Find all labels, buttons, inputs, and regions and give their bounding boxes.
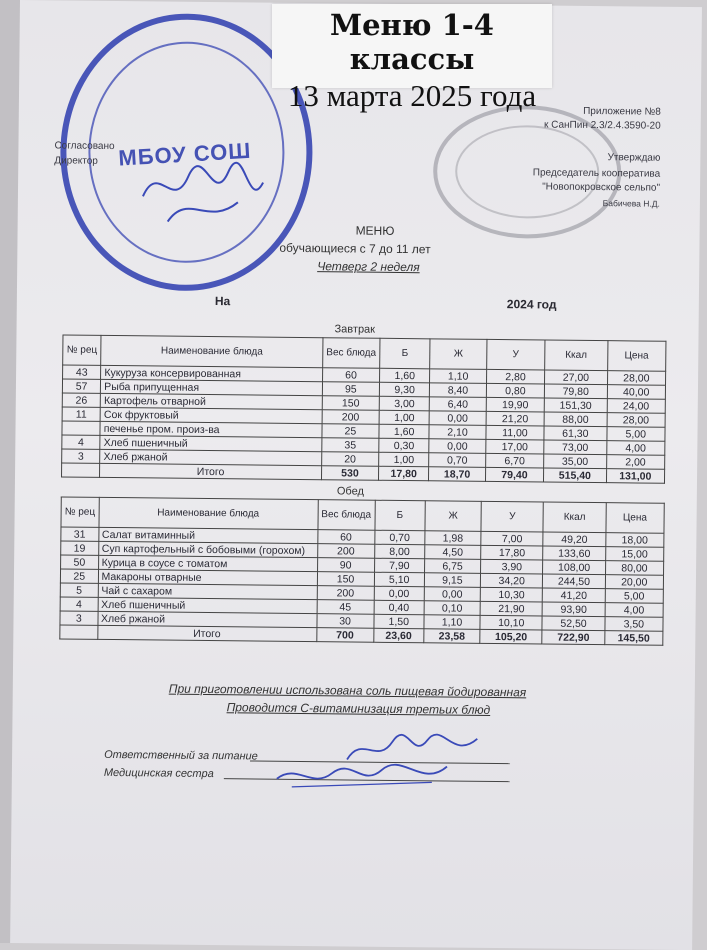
breakfast-table [61,334,666,483]
total-empty-cell [60,625,98,639]
kcal-cell: 61,30 [544,426,607,441]
agreed-label: Согласовано [54,140,115,152]
director-label: Директор [54,155,98,167]
weight-cell: 25 [322,424,379,439]
lunch-title: Обед [336,485,364,498]
kcal-cell: 35,00 [544,454,607,469]
total-carbs-cell: 79,40 [485,467,544,482]
total-label-cell: Итого [97,625,316,641]
dish-name-cell: Хлеб пшеничный [100,435,322,451]
nurse-label: Медицинская сестра [103,766,214,781]
weight-cell: 45 [317,600,374,615]
col-price-header: Цена [606,503,665,534]
col-kcal-header: Ккал [545,340,608,371]
dish-name-cell: Курица в соусе с томатом [98,555,317,571]
kcal-cell: 73,00 [544,440,607,455]
price-cell: 4,00 [606,441,665,456]
protein-cell: 7,90 [374,558,424,573]
carbs-cell: 17,00 [486,439,545,454]
rec-number-cell [62,421,100,435]
carbs-cell: 11,00 [486,425,545,440]
chairman-label: Председатель кооператива [532,167,661,180]
director-signature [138,151,269,232]
fat-cell: 1,10 [424,615,480,630]
dish-name-cell: Хлеб ржаной [97,611,316,627]
kcal-cell: 108,00 [543,560,605,575]
menu-subtitle: обучающиеся с 7 до 11 лет [279,240,431,257]
kcal-cell: 49,20 [543,532,605,547]
col-carb-header: У [481,501,544,532]
weight-cell: 200 [322,410,379,425]
carbs-cell: 2,80 [486,369,545,384]
col-protein-header: Б [375,500,426,531]
menu-title: МЕНЮ [355,223,395,238]
dish-name-cell: Суп картофельный с бобовыми (горохом) [98,541,317,557]
breakfast-title: Завтрак [334,323,376,336]
rec-number-cell: 19 [61,541,99,555]
fat-cell: 4,50 [425,545,481,560]
carbs-cell: 17,80 [481,545,543,560]
weight-cell: 95 [322,382,379,397]
protein-cell: 0,30 [379,438,429,453]
col-weight-header: Вес блюда [322,338,380,369]
price-cell: 28,00 [607,371,666,386]
organization-name: "Новопокровское сельпо" [542,181,661,194]
document-sheet [10,0,702,950]
price-cell: 4,00 [605,603,663,618]
price-cell: 18,00 [605,533,663,548]
price-cell: 3,50 [605,617,663,632]
col-protein-header: Б [380,338,431,369]
total-price-cell: 145,50 [604,631,662,646]
kcal-cell: 52,50 [542,616,604,631]
price-cell: 5,00 [606,427,665,442]
note-iodized-salt: При приготовлении использована соль пищевая йодированная [168,681,527,700]
kcal-cell: 79,80 [544,384,607,399]
fat-cell: 9,15 [424,573,480,588]
col-rec-header: № рец [61,497,99,527]
carbs-cell: 10,30 [480,587,542,602]
col-weight-header: Вес блюда [318,500,375,531]
label-date: 13 марта 2025 года [287,78,537,113]
col-fat-header: Ж [430,339,487,370]
total-protein-cell: 23,60 [373,628,423,643]
weight-cell: 35 [322,438,379,453]
weight-cell: 60 [317,530,374,545]
rec-number-cell: 26 [62,393,100,407]
total-protein-cell: 17,80 [378,466,428,481]
fat-cell: 6,40 [430,397,487,412]
kcal-cell: 151,30 [544,398,607,413]
total-fat-cell: 23,58 [424,629,480,644]
protein-cell: 1,50 [374,614,424,629]
protein-cell: 1,60 [380,368,430,383]
fat-cell: 8,40 [430,383,487,398]
dish-name-cell: Рыба припущенная [101,379,323,395]
rec-number-cell: 50 [61,555,99,569]
signer-name: Бабичева Н.Д. [602,198,660,209]
weight-cell: 150 [317,572,374,587]
label-title: Меню 1-4 классы [329,8,494,76]
dish-name-cell: Хлеб пшеничный [98,597,317,613]
total-price-cell: 131,00 [606,469,665,484]
carbs-cell: 6,70 [485,453,544,468]
total-kcal-cell: 722,90 [542,630,604,645]
note-vitamin-c: Проводится С-витаминизация третьих блюд [226,700,491,717]
menu-day: Четверг 2 неделя [317,259,420,275]
col-rec-header: № рец [63,335,102,365]
carbs-cell: 7,00 [481,531,543,546]
fat-cell: 0,00 [429,439,486,454]
total-empty-cell [62,463,100,477]
price-cell: 5,00 [605,589,663,604]
price-cell: 24,00 [607,399,666,414]
col-price-header: Цена [607,341,666,372]
fat-cell: 0,10 [424,601,480,616]
lunch-body [60,527,664,645]
kcal-cell: 244,50 [543,574,605,589]
carbs-cell: 10,10 [480,615,542,630]
weight-cell: 90 [317,558,374,573]
breakfast-body [62,365,666,483]
lunch-table [59,496,664,645]
weight-cell: 200 [317,544,374,559]
total-fat-cell: 18,70 [429,467,486,482]
dish-name-cell: Картофель отварной [101,393,323,409]
col-fat-header: Ж [425,501,482,532]
nurse-signature [272,759,452,795]
weight-cell: 30 [316,614,373,629]
carbs-cell: 21,20 [486,411,545,426]
protein-cell: 0,70 [374,530,424,545]
carbs-cell: 34,20 [480,573,542,588]
fat-cell: 0,70 [429,453,486,468]
weight-cell: 150 [322,396,379,411]
fat-cell: 0,00 [424,587,480,602]
kcal-cell: 88,00 [544,412,607,427]
total-weight-cell: 530 [321,466,378,481]
price-cell: 2,00 [606,455,665,470]
protein-cell: 0,40 [374,600,424,615]
rec-number-cell: 25 [60,569,98,583]
col-carb-header: У [486,339,545,370]
approve-label: Утверждаю [607,152,661,164]
carbs-cell: 21,90 [480,601,542,616]
rec-number-cell: 4 [60,597,98,611]
dish-name-cell: печенье пром. произ-ва [100,421,322,437]
price-cell: 15,00 [605,547,663,562]
rec-number-cell: 43 [63,365,101,379]
kcal-cell: 41,20 [543,588,605,603]
protein-cell: 0,00 [374,586,424,601]
protein-cell: 8,00 [374,544,424,559]
protein-cell: 1,00 [379,452,429,467]
menu-year: 2024 год [506,297,557,312]
fat-cell: 1,98 [425,531,481,546]
weight-cell: 60 [322,368,379,383]
appendix-line-1: Приложение №8 [583,105,661,118]
kcal-cell: 27,00 [545,370,608,385]
fat-cell: 1,10 [430,369,487,384]
fat-cell: 2,10 [429,425,486,440]
dish-name-cell: Макароны отварные [98,569,317,585]
dish-name-cell: Салат витаминный [98,527,317,543]
rec-number-cell: 3 [62,449,100,463]
fat-cell: 0,00 [429,411,486,426]
dish-name-cell: Чай с сахаром [98,583,317,599]
col-name-header: Наименование блюда [99,497,318,529]
weight-cell: 20 [321,452,378,467]
appendix-line-2: к СанПин 2.3/2.4.3590-20 [543,119,661,132]
total-kcal-cell: 515,40 [544,468,607,483]
carbs-cell: 19,90 [486,397,545,412]
kcal-cell: 93,90 [542,602,604,617]
rec-number-cell: 3 [60,611,98,625]
responsible-label: Ответственный за питание [104,748,258,763]
school-stamp-text: МБОУ СОШ [117,137,253,171]
weight-cell: 200 [317,586,374,601]
price-cell: 80,00 [605,561,663,576]
col-kcal-header: Ккал [543,502,606,533]
price-cell: 40,00 [607,385,666,400]
rec-number-cell: 5 [60,583,98,597]
protein-cell: 1,00 [379,410,429,425]
dish-name-cell: Сок фруктовый [100,407,322,423]
rec-number-cell: 4 [62,435,100,449]
rec-number-cell: 57 [62,379,100,393]
protein-cell: 5,10 [374,572,424,587]
rec-number-cell: 31 [61,527,99,541]
total-label-cell: Итого [100,463,322,479]
protein-cell: 1,60 [379,424,429,439]
fat-cell: 6,75 [424,559,480,574]
carbs-cell: 3,90 [481,559,543,574]
dish-name-cell: Хлеб ржаной [100,449,322,465]
price-cell: 20,00 [605,575,663,590]
col-name-header: Наименование блюда [101,335,323,367]
price-cell: 28,00 [607,413,666,428]
protein-cell: 9,30 [379,382,429,397]
carbs-cell: 0,80 [486,383,545,398]
total-weight-cell: 700 [316,628,373,643]
menu-na-label: На [214,294,231,309]
dish-name-cell: Кукуруза консервированная [101,365,323,381]
protein-cell: 3,00 [379,396,429,411]
kcal-cell: 133,60 [543,546,605,561]
total-carbs-cell: 105,20 [480,629,542,644]
menu-label-sticker [272,4,552,113]
rec-number-cell: 11 [62,407,100,421]
